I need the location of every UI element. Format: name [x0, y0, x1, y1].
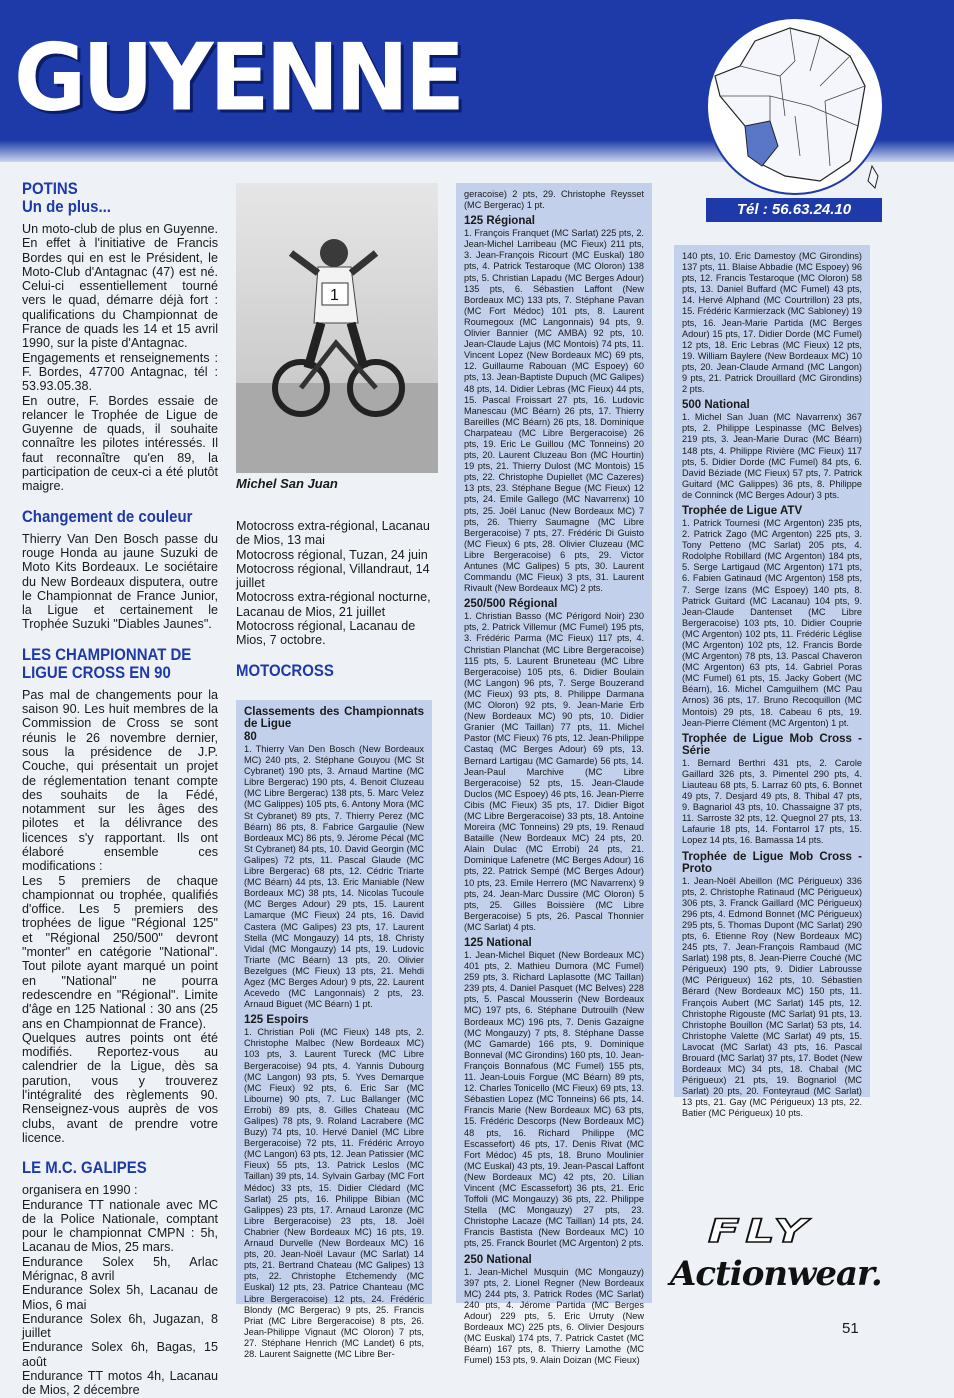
calendar-item-5: Motocross régional, Lacanau de Mios, 7 octobre. — [236, 619, 416, 648]
fly-actionwear-logo — [668, 1212, 938, 1302]
potins-paragraph-3: En outre, F. Bordes essaie de relancer le Trophée de Ligue de Guyenne de quads, il souhaite connaître les pilotes intéressés. Il faut reconnaître qu'en 89, la participation de ceux-ci a été plutôt maigre. — [22, 393, 218, 494]
cat-500-national-heading: 500 National — [682, 399, 750, 412]
rider-photo — [236, 183, 438, 473]
classements-title: Classements des Championnats de Ligue — [244, 706, 424, 730]
calendar-item-3: Motocross régional, Villandraut, 14 juillet — [236, 561, 430, 591]
galipes-paragraph-6: Endurance Solex 6h, Bagas, 15 août — [22, 1340, 218, 1369]
cat-mob-serie-heading: Trophée de Ligue Mob Cross - Série — [682, 732, 862, 757]
potins-subheading: Un de plus... — [22, 197, 111, 216]
calendar-item-2: Motocross régional, Tuzan, 24 juin — [236, 547, 428, 562]
classements-box-2 — [456, 183, 652, 1366]
galipes-paragraph-7: Endurance TT motos 4h, Lacanau de Mios, 2 décembre — [22, 1369, 218, 1398]
cat-125-national-results: 1. Jean-Michel Biquet (New Bordeaux MC) 401 pts, 2. Mathieu Dumora (MC Fumel) 259 pts, 3. Richard Laplasotte (MC Taillan) 239 pts, 4. Daniel Pasquet (MC Belves) 228 pts, 5. Pascal Mousserin (New Bordeaux MC) 197 pts, 6. Stéphane Dutrouilh (New Bordeaux MC) 196 pts, 7. Denis Gazaigne (MC Mongauzy) 7 pts, 8. Stéphane Dasse (MC Gamarde) 166 pts, 9. Dominique Bonneval (MC Girondins) 160 pts, 10. Jean-François Bonnafous (MC Fumel) 155 pts, 11. Jean-Louis Forgue (MC Béarn) 89 pts, 12. Charles Tonicello (MC Fieux) 69 pts, 13. Sébastien Lopez (MC Tonneins) 66 pts, 14. Francis Marie (New Bordeaux MC) 63 pts, 15. Frédéric Descorps (New Bordeaux MC) 48 pts, 16. Richard Philippe (MC Escassefort) 46 pts, 17. Denis Rivat (MC Fort Médoc) 45 pts, 18. Bruno Moulinier (MC Euskal) 43 pts, 19. Jean-Pascal Laffont (New Bordeaux MC) 42 pts, 20. Lilian Vincent (MC Escassefort) 36 pts, 21. Eric Toffoli (MC Mongauzy) 36 pts, 22. Philippe Stella (MC Mongauzy) 27 pts, 23. Christophe Lacaze (MC Taillan) 14 pts, 24. Francis Bastista (New Bordeaux MC) 10 pts, 25. Franck Bourlet (MC Argenton) 2 pts. — [464, 950, 644, 1249]
changement-paragraph: Thierry Van Den Bosch passe du rouge Honda au jaune Suzuki de Moto Kits Bordeaux. Le sociétaire du New Bordeaux disputera, outre le Championnat de France Junior, la Ligue et certainement le Trophée Suzuki "Diables Jaunes". — [22, 531, 218, 632]
fly-wordmark: FLY — [708, 1212, 813, 1250]
classements-box-1 — [236, 700, 432, 1359]
cat-mob-proto-heading: Trophée de Ligue Mob Cross - Proto — [682, 850, 862, 875]
cat-atv-results: 1. Patrick Tournesi (MC Argenton) 235 pts, 2. Patrick Zago (MC Argenton) 225 pts, 3. Tony Petteno (MC Sarlat) 205 pts, 4. Rodolphe Robillard (MC Argenton) 184 pts, 5. Serge Lartigaud (MC Argenton) 171 pts, 6. Fabien Gatinaud (MC Argenton) 158 pts, 7. Serge Izans (MC Espoey) 140 pts, 8. Patrick Guitard (MC Lacanau) 104 pts, 9. Jean-Claude Dantenset (MC Libre Bergeracoise) 103 pts, 10. Didier Couprie (MC Argenton) 102 pts, 11. Frédéric Léglise (MC Argenton) 102 pts, 12. Francis Borde (MC Argenton) 78 pts, 13. Pascal Chaveron (MC Argenton) 63 pts, 14. Gabriel Poras (MC Fumel) 61 pts, 15. Jacky Gobert (MC Béarn), 16. Michel Camguilhem (MC Pau Arnos) 36 pts, 17. Bruno Recoquillon (MC Montois) 29 pts, 18. Cabeau 6 pts, 19. Jean-Pierre Clément (MC Argenton) 1 pt. — [682, 517, 862, 728]
championnat-paragraph-2: Les 5 premiers de chaque championnat ou trophée, qualifiés d'office. Les 5 premiers des trophées de ligue "Régional 125" et "Régional 250/500" devront "monter" en catégorie "National". Tout pilote ayant marqué un point en "National" ne pourra redescendre en "Régional". Limite d'âge en 125 National : 30 ans (25 ans en Championnat de France). — [22, 873, 218, 1031]
cat-80-heading: 80 — [244, 731, 257, 743]
actionwear-wordmark: Actionwear. — [670, 1254, 882, 1294]
cat-500-national-results: 1. Michel San Juan (MC Navarrenx) 367 pts, 2. Philippe Lespinasse (MC Belves) 219 pts, 3. Jean-Marie Durac (MC Béarn) 148 pts, 4. Philippe Rivière (MC Fieux) 117 pts, 5. Didier Dorde (MC Fumel) 84 pts, 6. David Béziade (MC Fieux) 57 pts, 7. Patrick Guitard (MC Galippes) 36 pts, 8. Philippe de Conninck (MC Berges Adour) 3 pts. — [682, 412, 862, 500]
cat-125-espoirs-heading: 125 Espoirs — [244, 1014, 309, 1027]
cat-250-500-regional-results: 1. Christian Basso (MC Périgord Noir) 230 pts, 2. Patrick Villemur (MC Fumel) 195 pts, 3. Frédéric Parma (MC Fieux) 117 pts, 4. Christian Planchat (MC Libre Bergeracoise) 115 pts, 5. Laurent Bruneteau (MC Libre Bergeracoise) 105 pts, 6. Didier Boulain (MC Langon) 96 pts, 7. Serge Bouzerand (MC Fieux) 93 pts, 8. Philippe Darmana (MC Oloron) 92 pts, 9. Jean-Marie Erb (New Bordeaux MC) 90 pts, 10. Didier Granier (MC Taillan) 77 pts, 11. Michel Pastor (MC Fieux) 76 pts, 12. Jean-Philippe Castaq (MC Berges Adour) 69 pts, 13. Bernard Lartigau (MC Gamarde) 56 pts, 14. Jean-Paul Marchive (MC Libre Bergeracoise) 52 pts, 15. Jean-Claude Duclos (MC Espoey) 46 pts, 16. Jean-Pierre Cibis (MC Fieux) 35 pts, 17. Didier Bigot (MC Libre Bergeracoise) 33 pts, 18. Antoine Moreira (MC Tonneins) 29 pts, 19. Renaud Bataille (New Bordeaux MC) 24 pts, 20. Alain Dulac (MC Errobi) 24 pts, 21. Dominique Lafenetre (MC Berges Adour) 16 pts, 22. Patrick Sempé (MC Berges Adour) 10 pts, 23. Emile Herrero (MC Navarrenx) 9 pts, 24. Jean-Marc Dussire (MC Oloron) 5 pts, 25. Gilles Boissière (MC Libre Bergeracoise) 5 pts, 26. Pascal Thonnier (MC Sarlat) 4 pts. — [464, 611, 644, 932]
page-number: 51 — [842, 1320, 859, 1337]
potins-paragraph-2: Engagements et renseignements : F. Bordes, 47700 Antagnac, tél : 53.93.05.38. — [22, 350, 218, 394]
classements-box-3 — [674, 245, 870, 1119]
cat-250-500-regional-heading: 250/500 Régional — [464, 598, 558, 611]
cat-80-results: 1. Thierry Van Den Bosch (New Bordeaux MC) 240 pts, 2. Stéphane Gouyou (MC St Cybranet) 190 pts, 3. Arnaud Martine (MC Libre Bergerac) 190 pts, 4. Benoit Cluzeau (MC Libre Bergerac) 138 pts, 5. Marc Velez (MC Galippes) 105 pts, 6. Antony Mora (MC St Cybranet) 89 pts, 7. Thierry Perez (MC Béarn) 86 pts, 8. Fabrice Gargaulie (New Bordeaux MC) 86 pts, 9. Jérome Pécal (MC St Cybranet) 84 pts, 10. David Georgin (MC Galipes) 72 pts, 11. Pascal Glaude (MC Libre Bergerac) 68 pts, 12. Cédric Triarte (MC Béarn) 44 pts, 13. Eric Maniable (New Bordeaux MC) 38 pts, 14. Nicolas Tucoule (MC Berges Adour) 29 pts, 15. Laurent Lamarque (MC Fieux) 24 pts, 16. David Castera (MC Galipes) 23 pts, 17. Laurent Stella (MC Mongauzy) 14 pts, 18. Christy Vidal (MC Mongauzy) 14 pts, 19. Ludovic Triarte (MC Béarn) 13 pts, 20. Olivier Bezelgues (MC Fieux) 13 pts, 21. Mehdi Agez (MC Berges Adour) 9 pts, 22. Laurent Acevedo (MC Langonnais) 2 pts, 23. Arnaud Biguet (MC Béarn) 1 pt. — [244, 744, 424, 1010]
page-title: GUYENNE — [14, 23, 461, 132]
calendar-item-1: Motocross extra-régional, Lacanau de Mios, 13 mai — [236, 519, 430, 548]
galipes-paragraph-2: Endurance TT nationale avec MC de la Police Nationale, comptant pour le championnat CMPN : 5h, Lacanau de Mios, 25 mars. — [22, 1197, 218, 1255]
cat-125-espoirs-results: 1. Christian Poli (MC Fieux) 148 pts, 2. Christophe Malbec (New Bordeaux MC) 103 pts, 3. Laurent Tureck (MC Libre Bergeracoise) 94 pts, 4. Yannis Dubourg (MC Langon) 93 pts, 5. Yves Demarque (MC Fieux) 92 pts, 6. Eric Sar (MC Libourne) 90 pts, 7. Luc Ballanger (MC Errobi) 89 pts, 8. Gilles Chateau (MC Galipes) 78 pts, 9. Roland Lacrabere (MC Buzy) 74 pts, 10. Hervé Daniel (MC Libre Bergeracoise) 72 pts, 11. Frédéric Arroyo (MC Langon) 63 pts, 12. Jean Patissier (MC Fieux) 55 pts, 13. Patrick Leslos (MC Taillan) 39 pts, 14. Sylvain Garbay (MC Fort Médoc) 33 pts, 15. Didier Clédard (MC Sarlat) 25 pts, 16. Philippe Bibian (MC Galippes) 23 pts, 17. Arnaud Laronze (MC Libre Bergeracoise) 23 pts, 18. Joël Chabrier (New Bordeaux MC) 16 pts, 19. Arnaud Durvelle (New Bordeaux MC) 16 pts, 20. Jean-Noël Lavaur (MC Sarlat) 14 pts, 21. Bertrand Chateau (MC Galipes) 13 pts, 22. Christophe Etchemendy (MC Euskal) 12 pts, 23. Patrice Chanteau (MC Libre Bergeracoise) 12 pts, 24. Frédéric Blondy (MC Bergerac) 9 pts, 25. Francis Priat (MC Libre Bergeracoise) 8 pts, 26. Jean-Philippe Vignaut (MC Oloron) 7 pts, 27. Stéphane Henrich (MC Landet) 6 pts, 28. Laurent Saignette (MC Libre Ber- — [244, 1027, 424, 1359]
france-map-icon — [700, 16, 890, 196]
telephone-banner: Tél : 56.63.24.10 — [706, 198, 882, 222]
cat-250-national-results: 1. Jean-Michel Musquin (MC Mongauzy) 397 pts, 2. Lionel Regner (New Bordeaux MC) 244 pts, 3. Patrick Rodes (MC Sarlat) 240 pts, 4. Jérome Partida (MC Berges Adour) 229 pts, 5. Eric Urruty (New Bordeaux MC) 225 pts, 6. Olivier Desjours (MC Euskal) 174 pts, 7. Patrick Castet (MC Béarn) 167 pts, 8. Thierry Lamothe (MC Fumel) 153 pts, 9. Alain Doizan (MC Fieux) — [464, 1266, 644, 1366]
cat-125-regional-heading: 125 Régional — [464, 215, 535, 228]
cat-125-regional-results: 1. François Franquet (MC Sarlat) 225 pts, 2. Jean-Michel Larribeau (MC Fieux) 211 pts, 3. Jean-François Ricourt (MC Euskal) 180 pts, 4. Patrick Testaroque (MC Oloron) 138 pts, 5. Christian Lapadu (MC Berges Adour) 135 pts, 6. Sébastien Laffont (New Bordeaux MC) 133 pts, 7. Stéphane Pavan (MC Fort Médoc) 101 pts, 8. Laurent Roumegoux (MC Langonnais) 94 pts, 9. Olivier Bannier (MC AMBA) 92 pts, 10. Jean-Claude Lajus (MC Montois) 74 pts, 11. Vincent Lopez (New Bordeaux MC) 69 pts, 12. Guillaume Rabouan (MC Espoey) 60 pts, 13. Jean-Baptiste Dupuch (MC Galipes) 48 pts, 14. Didier Lebras (MC Fieux) 44 pts, 15. Pascal Froissart 27 pts, 16. Ludovic Manescau (MC Béarn) 26 pts, 17. Thierry Bareilles (MC Béarn) 26 pts, 18. Dominique Charpateau (MC Libre Bergeracoise) 26 pts, 19. Eric Le Guillou (MC Tonneins) 20 pts, 20. Laurent Cluzeau Bon (MC Hourtin) 19 pts, 21. Thierry Dulost (MC Montois) 15 pts, 22. Christophe Dupiellet (MC Cazeres) 13 pts, 23. Stéphane Begue (MC Fieux) 12 pts, 24. Emile Gallego (MC Navarrenx) 10 pts, 25. Joël Lanuc (New Bordeaux MC) 7 pts, 26. Thierry Saumagne (MC Libre Bergeracoise) 7 pts, 27. Frédéric Di Guisto (MC Fieux) 6 pts, 28. Olivier Cluzeau (MC Libre Bergeracoise) 6 pts, 29. Victor Antunes (MC Galipes) 5 pts, 30. Laurent Commandu (MC Fieux) 3 pts, 31. Laurent Rivault (New Bordeaux MC) 2 pts. — [464, 228, 644, 594]
race-number: 1 — [330, 287, 339, 304]
left-column — [22, 180, 218, 1398]
box2-lead: geracoise) 2 pts, 29. Christophe Reysset (MC Bergerac) 1 pt. — [464, 189, 644, 211]
middle-column — [236, 519, 434, 680]
championnat-heading: LES CHAMPIONNAT DE LIGUE CROSS EN 90 — [22, 644, 192, 682]
cat-mob-proto-results: 1. Jean-Noël Abeillon (MC Périgueux) 336 pts, 2. Christophe Ratinaud (MC Périgueux) 306 pts, 3. Franck Gaillard (MC Périgueux) 296 pts, 4. Edmond Bonnet (MC Périgueux) 295 pts, 5. Thomas Dupont (MC Sarlat) 290 pts, 6. Etienne Roy (New Bordeaux MC) 245 pts, 7. Jean-François Rambaud (MC Sarlat) 198 pts, 8. Jean-Pierre Couché (MC Périgueux) 190 pts, 9. Didier Labrousse (MC Périgueux) 162 pts, 10. Sébastien Bérard (New Bordeaux MC) 150 pts, 11. François Aubert (MC Sarlat) 145 pts, 12. Christophe Rigouste (MC Sarlat) 91 pts, 13. Christophe Bouillon (MC Sarlat) 53 pts, 14. Christophe Valette (MC Sarlat) 49 pts, 15. Lavocat (MC Sarlat) 43 pts, 16. Pascal Brouard (MC Sarlat) 37 pts, 17. Bodet (New Bordeaux MC) 34 pts, 18. Chabal (MC Périgueux) 21 pts, 19. Bognariol (MC Sarlat) 20 pts, 20. Fonteyraud (MC Sarlat) 13 pts, 21. Gay (MC Périgueux) 13 pts, 22. Batier (MC Périgueux) 10 pts. — [682, 875, 862, 1119]
galipes-paragraph-3: Endurance Solex 5h, Arlac Mérignac, 8 avril — [22, 1254, 218, 1283]
championnat-paragraph-1: Pas mal de changements pour la saison 90. Les huit membres de la Commission de Cross se sont réunis le 26 novembre dernier, sous la présidence de J.P. Couche, qui présentait un projet de réglementation tenant compte des souhaits de la Fédé, notamment sur les âges des pilotes et la délivrance des licences s'y rapportant. Ils ont élaboré ensemble ces modifications : — [22, 687, 218, 874]
cat-mob-serie-results: 1. Bernard Berthri 431 pts, 2. Carole Gaillard 326 pts, 3. Pimentel 290 pts, 4. Liauteau 68 pts, 5. Larraz 60 pts, 6. Bonnet 49 pts, 7. Desjard 49 pts, 8. Thibal 47 pts, 9. Bagnariol 43 pts, 10. Chassaigne 37 pts, 11. Sarroste 32 pts, 12. Quegnol 27 pts, 13. Lafaurie 18 pts, 14. Fontarrol 17 pts, 15. Lopez 14 pts, 16. Bamassa 14 pts. — [682, 757, 862, 846]
cat-250-national-heading: 250 National — [464, 1253, 532, 1266]
galipes-paragraph-1: organisera en 1990 : — [22, 1183, 138, 1198]
galipes-heading: LE M.C. GALIPES — [22, 1158, 147, 1178]
cat-atv-heading: Trophée de Ligue ATV — [682, 504, 803, 517]
galipes-paragraph-4: Endurance Solex 5h, Lacanau de Mios, 6 mai — [22, 1283, 218, 1312]
galipes-paragraph-5: Endurance Solex 6h, Jugazan, 8 juillet — [22, 1311, 218, 1341]
calendar-item-4: Motocross extra-régional nocturne, Lacanau de Mios, 21 juillet — [236, 590, 431, 619]
championnat-paragraph-3: Quelques autres points ont été modifiés. Reportez-vous au calendrier de la Ligue, dès sa parution, vous y trouverez l'intégralité des règlements 90. Renseignez-vous auprès de vos clubs, avant de prendre votre licence. — [22, 1030, 218, 1145]
cat-125-national-heading: 125 National — [464, 937, 532, 949]
photo-caption: Michel San Juan — [236, 476, 338, 491]
box3-lead: 140 pts, 10. Eric Damestoy (MC Girondins) 137 pts, 11. Blaise Abbadie (MC Espoey) 96 pts, 12. Francis Testaroque (MC Oloron) 58 pts, 13. Daniel Buffard (MC Fumel) 43 pts, 14. Hervé Alphand (MC Courtrillon) 23 pts, 15. Frédéric Karmierzack (MC Sabloney) 19 pts, 16. Jean-Marie Partida (MC Berges Adour) 15 pts, 17. Didier Dorde (MC Fumel) 12 pts, 18. Eric Lebras (MC Fieux) 12 pts, 19. William Baylere (New Bordeaux MC) 10 pts, 20. Jean-Claude Armand (MC Langon) 9 pts, 21. Patrick Drouillard (MC Girondins) 2 pts. — [682, 251, 862, 395]
potins-heading: POTINS — [22, 179, 78, 198]
motocross-heading: MOTOCROSS — [236, 660, 334, 680]
potins-paragraph-1: Un moto-club de plus en Guyenne. En effet à l'initiative de Francis Bordes qui en est le Président, le Moto-Club d'Antagnac (47) est né. Celui-ci essentiellement tourné vers le quad, démarre déjà fort : qualifications du Championnat de France de quads les 14 et 15 avril 1990, sur la piste d'Antagnac. — [22, 222, 218, 351]
changement-heading: Changement de couleur — [22, 506, 193, 526]
